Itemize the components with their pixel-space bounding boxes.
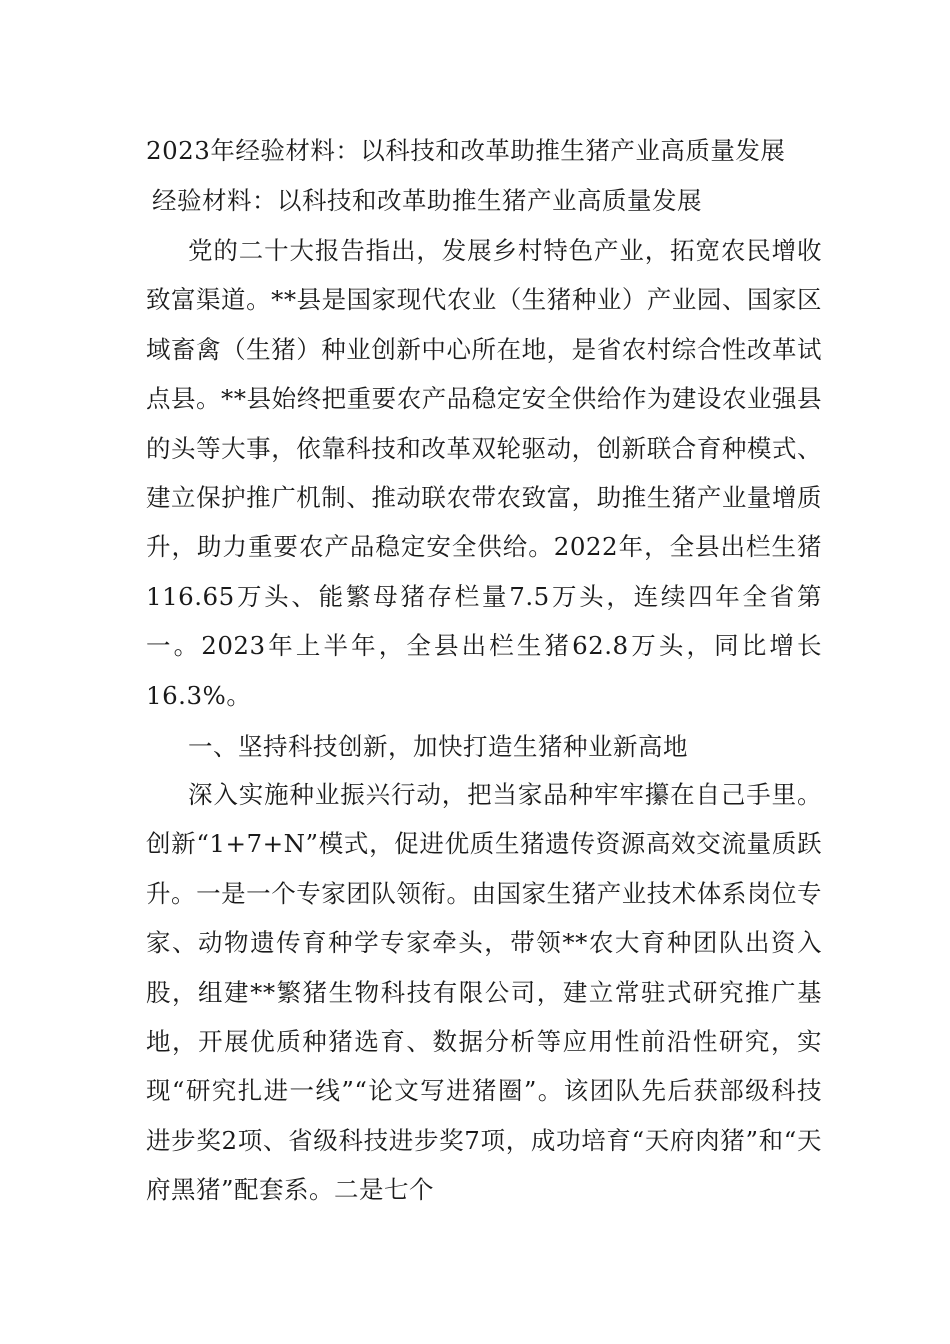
- section-heading-1: 一、坚持科技创新，加快打造生猪种业新高地: [188, 732, 688, 761]
- paragraph-intro: 党的二十大报告指出，发展乡村特色产业，拓宽农民增收致富渠道。**县是国家现代农业（生猪种业）产业园、国家区域畜禽（生猪）种业创新中心所在地，是省农村综合性改革试点县。**县始终把重要农产品稳定安全供给作为建设农业强县的头等大事，依靠科技和改革双轮驱动，创新联合育种模式、建立保护推广机制、推动联农带农致富，助推生猪产业量增质升，助力重要农产品稳定安全供给。2022年，全县出栏生猪116.65万头、能繁母猪存栏量7.5万头，连续四年全省第一。2023年上半年，全县出栏生猪62.8万头，同比增长16.3%。: [146, 236, 822, 710]
- document-subtitle: 经验材料：以科技和改革助推生猪产业高质量发展: [152, 186, 702, 215]
- paragraph-section-1: 深入实施种业振兴行动，把当家品种牢牢攥在自己手里。创新“1+7+N”模式，促进优质生猪遗传资源高效交流量质跃升。一是一个专家团队领衔。由国家生猪产业技术体系岗位专家、动物遗传育种学专家牵头，带领**农大育种团队出资入股，组建**繁猪生物科技有限公司，建立常驻式研究推广基地，开展优质种猪选育、数据分析等应用性前沿性研究，实现“研究扎进一线”“论文写进猪圈”。该团队先后获部级科技进步奖2项、省级科技进步奖7项，成功培育“天府肉猪”和“天府黑猪”配套系。二是七个: [146, 780, 822, 1205]
- document-title: 2023年经验材料：以科技和改革助推生猪产业高质量发展: [146, 136, 786, 165]
